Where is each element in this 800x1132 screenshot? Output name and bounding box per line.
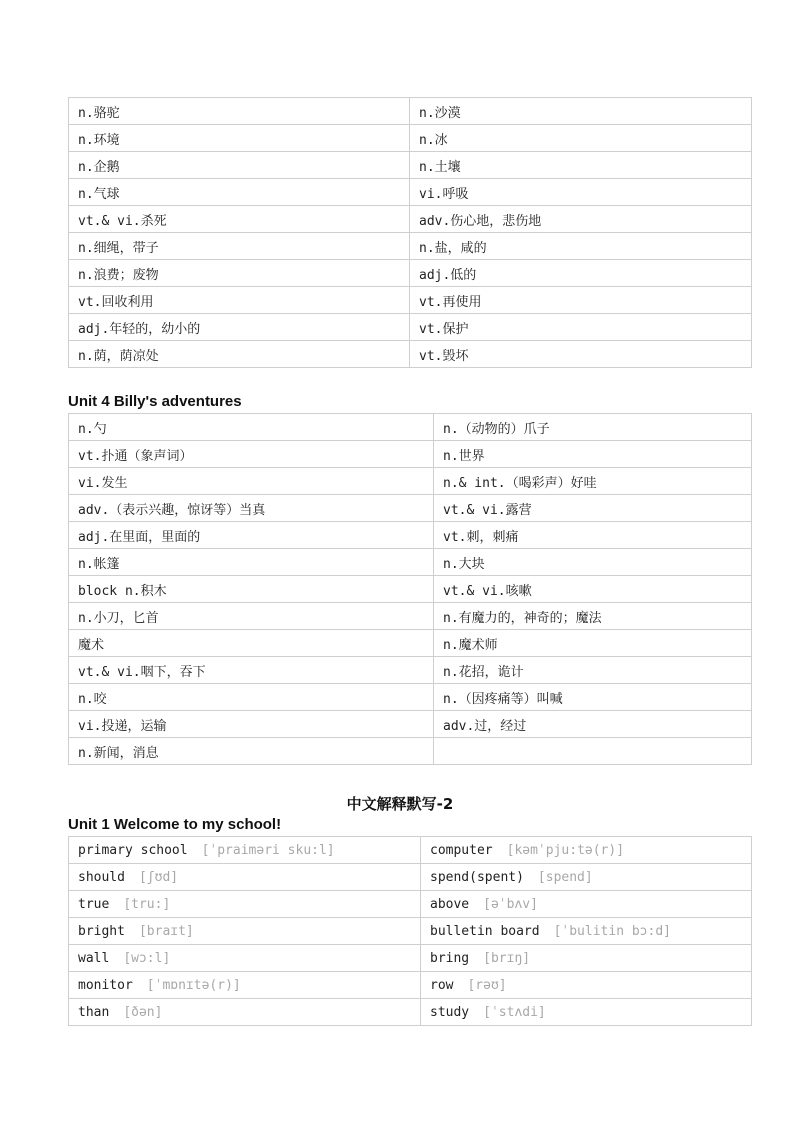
table-cell xyxy=(69,260,410,287)
vocab-definition: n.（因疼痛等）叫喊 xyxy=(443,691,563,707)
table-cell xyxy=(69,891,421,918)
vocab-word: true xyxy=(78,896,110,912)
table-cell xyxy=(69,98,410,125)
phonetic-transcription: [brɪŋ] xyxy=(483,950,531,966)
vocab-definition: vt.刺，刺痛 xyxy=(443,529,519,545)
table-row xyxy=(69,341,752,368)
vocab-definition: vt.& vi.露营 xyxy=(443,502,532,518)
vocab-definition: block n.积木 xyxy=(78,583,167,599)
vocab-definition: n.沙漠 xyxy=(419,105,461,121)
table-row xyxy=(69,179,752,206)
table-cell xyxy=(410,179,752,206)
table-cell xyxy=(410,125,752,152)
table-cell xyxy=(69,837,421,864)
table-row xyxy=(69,522,752,549)
vocab-definition: vt.再使用 xyxy=(419,294,482,310)
vocab-definition: adv.过，经过 xyxy=(443,718,527,734)
table-row xyxy=(69,711,752,738)
table-cell xyxy=(69,522,434,549)
table-row xyxy=(69,837,752,864)
table-cell xyxy=(410,152,752,179)
vocab-definition: vi.发生 xyxy=(78,475,128,491)
table-row xyxy=(69,206,752,233)
table-cell xyxy=(69,495,434,522)
table-cell xyxy=(410,98,752,125)
table-cell xyxy=(434,468,752,495)
table-row xyxy=(69,260,752,287)
phonetic-transcription: [әˈbʌv] xyxy=(483,896,538,912)
vocab-definition: n.花招，诡计 xyxy=(443,664,524,680)
table-cell xyxy=(434,549,752,576)
phonetic-transcription: [ˈmɒnɪtә(r)] xyxy=(146,977,241,993)
table-cell xyxy=(434,711,752,738)
vocab-definition: n.小刀，匕首 xyxy=(78,610,159,626)
vocab-definition: n.气球 xyxy=(78,186,120,202)
table-row xyxy=(69,864,752,891)
vocab-definition: n.土壤 xyxy=(419,159,461,175)
table-row xyxy=(69,603,752,630)
table-cell xyxy=(69,549,434,576)
phonetic-transcription: [braɪt] xyxy=(138,923,194,939)
table-cell xyxy=(410,206,752,233)
vocab-table-continued xyxy=(68,97,752,368)
table-cell xyxy=(69,999,421,1026)
table-cell xyxy=(69,711,434,738)
section-title: 中文解释默写-2 xyxy=(346,795,454,813)
vocab-definition: vt.& vi.咳嗽 xyxy=(443,583,532,599)
phonetic-transcription: [rәʊ] xyxy=(467,977,507,993)
table-cell xyxy=(69,233,410,260)
vocab-definition: adj.在里面，里面的 xyxy=(78,529,201,545)
table-cell xyxy=(69,314,410,341)
table-cell xyxy=(69,657,434,684)
table-cell xyxy=(434,603,752,630)
table-row xyxy=(69,999,752,1026)
unit-1-heading: Unit 1 Welcome to my school! xyxy=(68,816,282,833)
vocab-definition: vi.呼吸 xyxy=(419,186,469,202)
vocab-word: spend(spent) xyxy=(430,869,524,885)
vocab-definition: adv.（表示兴趣，惊讶等）当真 xyxy=(78,502,266,518)
table-row xyxy=(69,98,752,125)
phonetic-transcription: [ˈstʌdi] xyxy=(483,1004,546,1020)
table-row xyxy=(69,657,752,684)
phonetic-transcription: [ˈpraimәri sku:l] xyxy=(201,842,335,858)
table-row xyxy=(69,576,752,603)
vocab-definition: n.世界 xyxy=(443,448,485,464)
vocab-definition: n.荫，荫凉处 xyxy=(78,348,159,364)
table-cell xyxy=(69,603,434,630)
table-cell xyxy=(410,314,752,341)
unit-4-vocab-table xyxy=(68,413,752,765)
vocab-word: study xyxy=(430,1004,470,1020)
vocab-word: than xyxy=(78,1004,110,1020)
table-cell xyxy=(69,179,410,206)
table-row xyxy=(69,630,752,657)
phonetic-transcription: [ˈbulitin bɔ:d] xyxy=(553,923,671,939)
vocab-definition: n.企鹅 xyxy=(78,159,120,175)
vocab-definition: vt.保护 xyxy=(419,321,469,337)
vocab-definition: adj.年轻的，幼小的 xyxy=(78,321,201,337)
vocab-definition: n.大块 xyxy=(443,556,485,572)
vocab-definition: 魔术 xyxy=(78,637,105,653)
phonetic-transcription: [ðәn] xyxy=(123,1004,163,1020)
table-cell xyxy=(434,630,752,657)
table-row xyxy=(69,468,752,495)
vocab-definition: vt.毁坏 xyxy=(419,348,469,364)
vocab-word: row xyxy=(430,977,454,993)
table-row xyxy=(69,549,752,576)
vocab-definition: n.勺 xyxy=(78,421,107,437)
unit-4-heading: Unit 4 Billy's adventures xyxy=(68,393,242,410)
vocab-word: wall xyxy=(78,950,110,966)
vocab-word: bulletin board xyxy=(430,923,540,939)
vocab-word: computer xyxy=(430,842,493,858)
vocab-definition: n.环境 xyxy=(78,132,120,148)
table-row xyxy=(69,414,752,441)
table-cell xyxy=(434,414,752,441)
table-cell xyxy=(434,738,752,765)
table-cell xyxy=(69,918,421,945)
phonetic-transcription: [wɔ:l] xyxy=(123,950,171,966)
phonetic-transcription: [spend] xyxy=(537,869,593,885)
table-row xyxy=(69,233,752,260)
table-cell xyxy=(421,999,752,1026)
table-row xyxy=(69,918,752,945)
table-cell xyxy=(421,945,752,972)
table-cell xyxy=(69,630,434,657)
table-cell xyxy=(69,468,434,495)
table-cell xyxy=(69,945,421,972)
unit-1-vocab-table xyxy=(68,836,752,1026)
table-cell xyxy=(69,206,410,233)
table-cell xyxy=(69,972,421,999)
phonetic-transcription: [kәmˈpju:tә(r)] xyxy=(506,842,625,858)
table-cell xyxy=(421,864,752,891)
unit-4-table-body xyxy=(69,414,752,765)
table-cell xyxy=(69,125,410,152)
vocab-word: above xyxy=(430,896,470,912)
table-cell xyxy=(69,864,421,891)
vocab-definition: n.（动物的）爪子 xyxy=(443,421,550,437)
vocab-definition: vt.回收利用 xyxy=(78,294,154,310)
table-cell xyxy=(434,495,752,522)
table-row xyxy=(69,891,752,918)
table-row xyxy=(69,684,752,711)
vocab-definition: n.魔术师 xyxy=(443,637,498,653)
table-cell xyxy=(410,260,752,287)
table-row xyxy=(69,314,752,341)
vocab-definition: vi.投递，运输 xyxy=(78,718,167,734)
table-cell xyxy=(69,684,434,711)
table-cell xyxy=(421,837,752,864)
table-cell xyxy=(410,341,752,368)
table-row xyxy=(69,287,752,314)
table-cell xyxy=(434,684,752,711)
table-cell xyxy=(421,972,752,999)
table-cell xyxy=(69,738,434,765)
table-row xyxy=(69,738,752,765)
table-row xyxy=(69,152,752,179)
vocab-definition: vt.& vi.杀死 xyxy=(78,213,167,229)
table-row xyxy=(69,972,752,999)
table-row xyxy=(69,441,752,468)
vocab-definition: n.盐，咸的 xyxy=(419,240,487,256)
vocab-definition: n.新闻，消息 xyxy=(78,745,159,761)
vocab-definition: n.& int.（喝彩声）好哇 xyxy=(443,475,597,491)
phonetic-transcription: [ʃʊd] xyxy=(138,869,179,885)
table-cell xyxy=(410,287,752,314)
vocab-word: monitor xyxy=(78,977,133,993)
table-row xyxy=(69,125,752,152)
table-cell xyxy=(69,152,410,179)
table-cell xyxy=(421,891,752,918)
table-cell xyxy=(434,522,752,549)
table-cell xyxy=(69,287,410,314)
vocab-word: primary school xyxy=(78,842,188,858)
table-row xyxy=(69,495,752,522)
vocab-word: should xyxy=(78,869,125,885)
vocab-word: bring xyxy=(430,950,470,966)
table-cell xyxy=(69,414,434,441)
vocab-definition: adj.低的 xyxy=(419,267,477,283)
vocab-definition: vt.& vi.咽下，吞下 xyxy=(78,664,206,680)
vocab-definition: n.帐篷 xyxy=(78,556,120,572)
vocab-definition: n.咬 xyxy=(78,691,107,707)
table-cell xyxy=(69,341,410,368)
vocab-definition: adv.伤心地，悲伤地 xyxy=(419,213,542,229)
table-cell xyxy=(434,441,752,468)
table-cell xyxy=(434,576,752,603)
vocab-definition: n.冰 xyxy=(419,132,448,148)
vocab-definition: n.有魔力的，神奇的；魔法 xyxy=(443,610,602,626)
vocab-table-body xyxy=(69,98,752,368)
table-cell xyxy=(69,441,434,468)
table-row xyxy=(69,945,752,972)
unit-1-table-body xyxy=(69,837,752,1026)
table-cell xyxy=(421,918,752,945)
table-cell xyxy=(69,576,434,603)
vocab-definition: n.浪费；废物 xyxy=(78,267,159,283)
phonetic-transcription: [tru:] xyxy=(123,896,171,912)
vocab-definition: n.细绳，带子 xyxy=(78,240,159,256)
vocab-word: bright xyxy=(78,923,125,939)
table-cell xyxy=(410,233,752,260)
table-cell xyxy=(434,657,752,684)
vocab-definition: vt.扑通（象声词） xyxy=(78,448,193,464)
vocab-definition: n.骆驼 xyxy=(78,105,120,121)
